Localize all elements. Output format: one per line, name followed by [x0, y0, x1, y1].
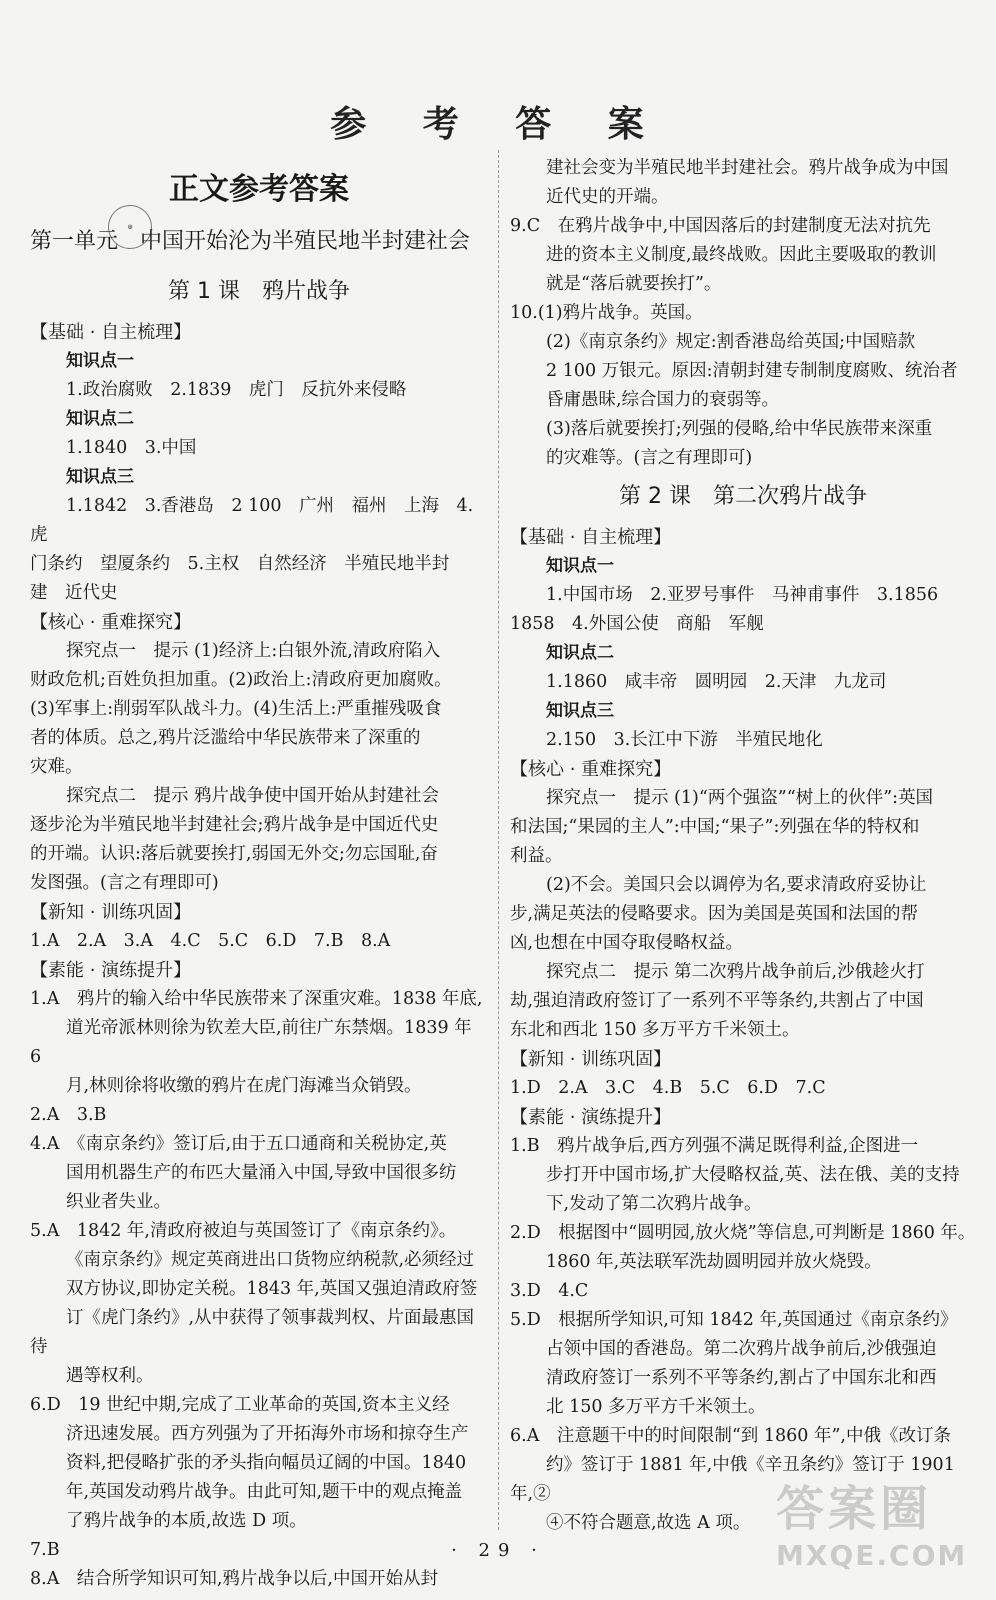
- heading-new: 【新知 · 训练巩固】: [30, 902, 192, 923]
- explore-line: 劫,强迫清政府签订了一系列不平等条约,共割占了中国: [510, 991, 924, 1011]
- answer-line: ④不符合题意,故选 A 项。: [546, 1513, 751, 1533]
- answer-line: 遇等权利。: [66, 1366, 154, 1386]
- heading-core: 【核心 · 重难探究】: [30, 612, 192, 633]
- answer-line: 了鸦片战争的本质,故选 D 项。: [66, 1511, 307, 1531]
- answer-line: 步打开中国市场,扩大侵略权益,英、法在俄、美的支持: [546, 1165, 960, 1185]
- answer-line: 资料,把侵略扩张的矛头指向幅员辽阔的中国。1840: [66, 1453, 467, 1473]
- knowledge-point-1: 知识点一: [546, 556, 614, 576]
- explore-line: 步,满足英法的侵略要求。因为美国是英国和法国的帮: [510, 904, 919, 924]
- lesson-2-title: 第 2 课 第二次鸦片战争: [619, 484, 867, 509]
- knowledge-point-1: 知识点一: [66, 351, 134, 371]
- page-title: 参 考 答 案: [330, 104, 666, 145]
- knowledge-point-3: 知识点三: [66, 467, 134, 487]
- answer-line: 7.B: [30, 1540, 60, 1560]
- explore-line: 逐步沦为半殖民地半封建社会;鸦片战争是中国近代史: [30, 815, 439, 835]
- answer-line: 10.(1)鸦片战争。英国。: [510, 303, 703, 323]
- explore-line: 探究点一 提示 (1)“两个强盗”“树上的伙伴”:英国: [546, 788, 934, 808]
- right-column: [510, 154, 976, 1538]
- answer-line: 的灾难等。(言之有理即可): [546, 448, 753, 468]
- answer-line: 1.1842 3.香港岛 2 100 广州 福州 上海 4.虎: [30, 496, 474, 545]
- explore-line: 发图强。(言之有理即可): [30, 873, 219, 893]
- watermark-text: 答案圈: [776, 1481, 933, 1537]
- answer-line: 织业者失业。: [66, 1192, 171, 1212]
- answer-line: 1.D 2.A 3.C 4.B 5.C 6.D 7.C: [510, 1078, 826, 1098]
- answer-line: 1.政治腐败 2.1839 虎门 反抗外来侵略: [66, 380, 407, 400]
- answer-line: 清政府签订一系列不平等条约,割占了中国东北和西: [546, 1368, 937, 1388]
- answer-line: 1.A 2.A 3.A 4.C 5.C 6.D 7.B 8.A: [30, 931, 391, 951]
- answer-line: 1.B 鸦片战争后,西方列强不满足既得利益,企图进一: [510, 1136, 919, 1156]
- answer-line: 2.A 3.B: [30, 1105, 107, 1125]
- heading-skill: 【素能 · 演练提升】: [510, 1107, 672, 1128]
- answer-line: 5.A 1842 年,清政府被迫与英国签订了《南京条约》。: [30, 1221, 457, 1241]
- answer-line: 占领中国的香港岛。第二次鸦片战争前后,沙俄强迫: [546, 1339, 937, 1359]
- answer-line: 2.D 根据图中“圆明园,放火烧”等信息,可判断是 1860 年。: [510, 1223, 976, 1243]
- answer-line: 道光帝派林则徐为钦差大臣,前往广东禁烟。1839 年 6: [30, 1018, 472, 1067]
- heading-skill: 【素能 · 演练提升】: [30, 960, 192, 981]
- explore-line: 东北和西北 150 多万平方千米领土。: [510, 1020, 800, 1040]
- answer-line: 近代史的开端。: [546, 187, 669, 207]
- explore-line: (3)军事上:削弱军队战斗力。(4)生活上:严重摧残吸食: [30, 699, 442, 719]
- answer-line: 2 100 万银元。原因:清朝封建专制制度腐败、统治者: [546, 361, 958, 381]
- explore-line: 利益。: [510, 846, 563, 866]
- answer-line: 建社会变为半殖民地半封建社会。鸦片战争成为中国: [546, 158, 949, 178]
- answer-line: 5.D 根据所学知识,可知 1842 年,英国通过《南京条约》: [510, 1310, 958, 1330]
- answer-line: 国用机器生产的布匹大量涌入中国,导致中国很多纺: [66, 1163, 457, 1183]
- answer-line: 6.D 19 世纪中期,完成了工业革命的英国,资本主义经: [30, 1395, 450, 1415]
- explore-line: (2)不会。美国只会以调停为名,要求清政府妥协让: [546, 875, 927, 895]
- page-number: · 29 ·: [451, 1540, 545, 1561]
- explore-line: 的开端。认识:落后就要挨打,弱国无外交;勿忘国耻,奋: [30, 844, 438, 864]
- answer-line: (3)落后就要挨打;列强的侵略,给中华民族带来深重: [546, 419, 933, 439]
- knowledge-point-2: 知识点二: [66, 409, 134, 429]
- answer-line: 2.150 3.长江中下游 半殖民地化: [546, 730, 823, 750]
- answer-line: 年,英国发动鸦片战争。由此可知,题干中的观点掩盖: [66, 1482, 463, 1502]
- explore-line: 灾难。: [30, 757, 83, 777]
- explore-line: 探究点二 提示 第二次鸦片战争前后,沙俄趁火打: [546, 962, 925, 982]
- answer-line: 1.A 鸦片的输入给中华民族带来了深重灾难。1838 年底,: [30, 989, 483, 1009]
- answer-line: 1.1860 咸丰帝 圆明园 2.天津 九龙司: [546, 672, 887, 692]
- answer-line: 昏庸愚昧,综合国力的衰弱等。: [546, 390, 780, 410]
- column-divider: [498, 150, 500, 1530]
- answer-line: 进的资本主义制度,最终战败。因此主要吸取的教训: [546, 245, 937, 265]
- answer-line: 北 150 多万平方千米领土。: [546, 1397, 766, 1417]
- answer-line: 8.A 结合所学知识可知,鸦片战争以后,中国开始从封: [30, 1569, 438, 1589]
- explore-line: 财政危机;百姓负担加重。(2)政治上:清政府更加腐败。: [30, 670, 452, 690]
- answer-line: 下,发动了第二次鸦片战争。: [546, 1194, 762, 1214]
- explore-line: 探究点一 提示 (1)经济上:白银外流,清政府陷入: [66, 641, 441, 661]
- explore-line: 凶,也想在中国夺取侵略权益。: [510, 933, 744, 953]
- answer-line: 济迅速发展。西方列强为了开拓海外市场和掠夺生产: [66, 1424, 469, 1444]
- answer-line: 月,林则徐将收缴的鸦片在虎门海滩当众销毁。: [66, 1076, 422, 1096]
- answer-line: 门条约 望厦条约 5.主权 自然经济 半殖民地半封: [30, 554, 450, 574]
- answer-line: 《南京条约》规定英商进出口货物应纳税款,必须经过: [66, 1250, 475, 1270]
- answer-line: 3.D 4.C: [510, 1281, 589, 1301]
- knowledge-point-2: 知识点二: [546, 643, 614, 663]
- answer-line: (2)《南京条约》规定:割香港岛给英国;中国赔款: [546, 332, 916, 352]
- explore-line: 者的体质。总之,鸦片泛滥给中华民族带来了深重的: [30, 728, 421, 748]
- stamp-seal: ⊛: [108, 205, 152, 249]
- unit-title: 第一单元 中国开始沦为半殖民地半封建社会: [30, 229, 471, 254]
- left-column: [30, 160, 488, 1594]
- answer-line: 双方协议,即协定关税。1843 年,英国又强迫清政府签: [66, 1279, 478, 1299]
- watermark-url: MXQE.COM: [776, 1539, 968, 1572]
- answer-line: 建 近代史: [30, 583, 118, 603]
- section-title: 正文参考答案: [169, 172, 349, 207]
- answer-line: 就是“落后就要挨打”。: [546, 274, 722, 294]
- answer-line: 1.中国市场 2.亚罗号事件 马神甫事件 3.1856: [546, 585, 939, 605]
- heading-basic: 【基础 · 自主梳理】: [30, 322, 192, 343]
- answer-line: 约》签订于 1881 年,中俄《辛丑条约》签订于 1901 年,②: [510, 1455, 955, 1504]
- explore-line: 探究点二 提示 鸦片战争使中国开始从封建社会: [66, 786, 440, 806]
- answer-line: 4.A 《南京条约》签订后,由于五口通商和关税协定,英: [30, 1134, 447, 1154]
- watermark-logo: [776, 1470, 976, 1580]
- explore-line: 和法国;“果园的主人”:中国;“果子”:列强在华的特权和: [510, 817, 920, 837]
- heading-new: 【新知 · 训练巩固】: [510, 1049, 672, 1070]
- answer-line: 1860 年,英法联军洗劫圆明园并放火烧毁。: [546, 1252, 882, 1272]
- answer-line: 订《虎门条约》,从中获得了领事裁判权、片面最惠国待: [30, 1308, 475, 1357]
- knowledge-point-3: 知识点三: [546, 701, 614, 721]
- answer-line: 6.A 注意题干中的时间限制“到 1860 年”,中俄《改订条: [510, 1426, 951, 1446]
- lesson-1-title: 第 1 课 鸦片战争: [168, 279, 350, 304]
- answer-line: 1858 4.外国公使 商船 军舰: [510, 614, 764, 634]
- heading-core: 【核心 · 重难探究】: [510, 759, 672, 780]
- answer-line: 1.1840 3.中国: [66, 438, 197, 458]
- answer-line: 9.C 在鸦片战争中,中国因落后的封建制度无法对抗先: [510, 216, 931, 236]
- heading-basic: 【基础 · 自主梳理】: [510, 527, 672, 548]
